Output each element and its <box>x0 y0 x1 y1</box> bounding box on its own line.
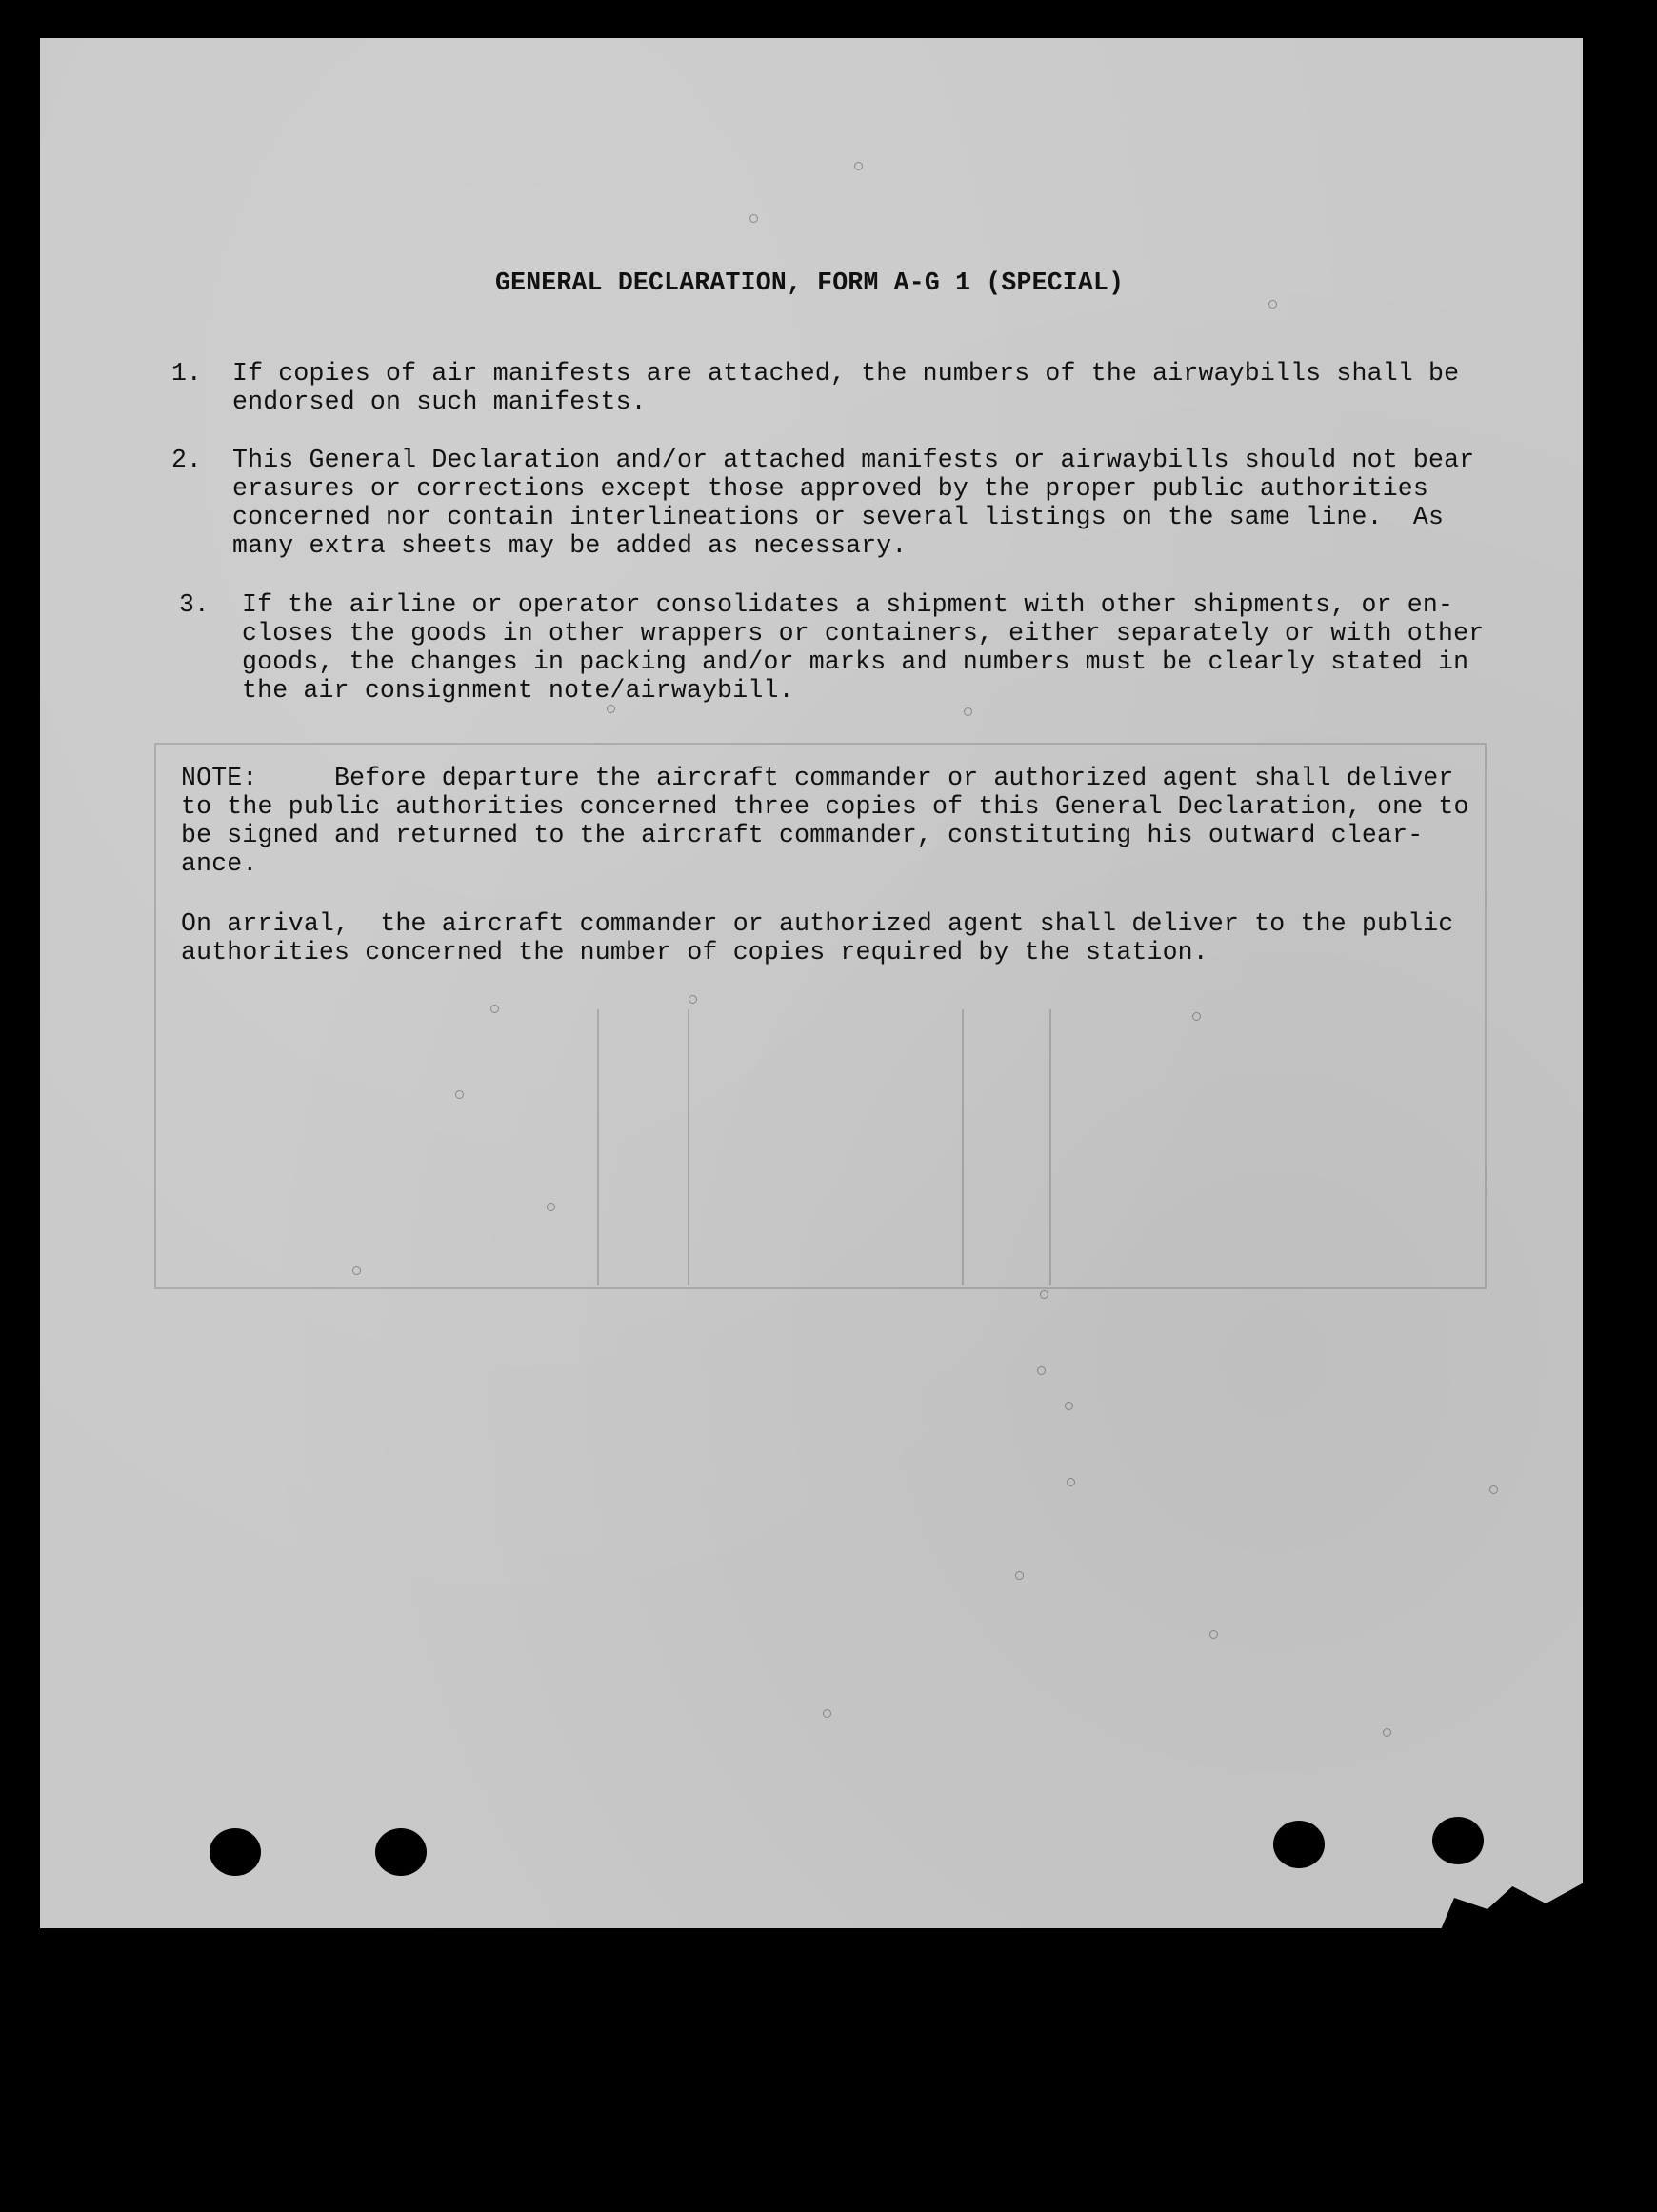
paper-speck <box>1489 1485 1498 1494</box>
hole-punch <box>210 1828 261 1876</box>
paper-speck <box>964 707 972 716</box>
torn-corner <box>1421 1881 1587 1938</box>
paper-speck <box>455 1090 464 1099</box>
arrival-line: authorities concerned the number of copies required by the station. <box>181 938 1208 967</box>
item-line: the air consignment note/airwaybill. <box>242 676 794 705</box>
hole-punch <box>375 1828 427 1876</box>
hole-punch <box>1432 1817 1484 1864</box>
note-line: NOTE: Before departure the aircraft commander or authorized agent shall deliver <box>181 764 1454 792</box>
bleed-through-line <box>688 1009 689 1285</box>
item-line: closes the goods in other wrappers or containers, either separately or with other <box>242 619 1485 648</box>
page-title: GENERAL DECLARATION, FORM A-G 1 (SPECIAL) <box>495 269 1125 297</box>
item-line: erasures or corrections except those approved by the proper public authorities <box>232 474 1429 503</box>
paper-speck <box>607 705 615 713</box>
paper-speck <box>1067 1478 1075 1486</box>
paper-speck <box>490 1005 499 1013</box>
note-line: ance. <box>181 849 258 878</box>
item-number: 3. <box>179 590 210 619</box>
paper-speck <box>1268 300 1277 309</box>
item-number: 1. <box>171 359 202 388</box>
item-line: concerned nor contain interlineations or several listings on the same line. As <box>232 503 1445 531</box>
bleed-through-line <box>1049 1009 1051 1285</box>
item-line: If the airline or operator consolidates a shipment with other shipments, or en- <box>242 590 1454 619</box>
note-line: to the public authorities concerned three copies of this General Declaration, one to <box>181 792 1469 821</box>
item-line: If copies of air manifests are attached, the numbers of the airwaybills shall be <box>232 359 1460 388</box>
bleed-through-line <box>962 1009 964 1285</box>
paper-speck <box>854 162 863 170</box>
document-page <box>40 38 1583 1928</box>
item-line: This General Declaration and/or attached manifests or airwaybills should not bear <box>232 446 1475 474</box>
paper-speck <box>1209 1630 1218 1639</box>
item-line: many extra sheets may be added as necessary. <box>232 531 908 560</box>
item-number: 2. <box>171 446 202 474</box>
bleed-through-line <box>597 1009 599 1285</box>
paper-speck <box>352 1266 361 1275</box>
paper-speck <box>1040 1290 1048 1299</box>
paper-speck <box>823 1709 831 1718</box>
paper-speck <box>1037 1366 1046 1375</box>
paper-speck <box>1015 1571 1024 1580</box>
paper-speck <box>749 214 758 223</box>
paper-speck <box>689 995 697 1004</box>
hole-punch <box>1273 1821 1325 1868</box>
paper-speck <box>547 1203 555 1211</box>
item-line: goods, the changes in packing and/or marks and numbers must be clearly stated in <box>242 648 1469 676</box>
paper-speck <box>1065 1402 1073 1410</box>
arrival-line: On arrival, the aircraft commander or authorized agent shall deliver to the public <box>181 909 1454 938</box>
paper-speck <box>1383 1728 1391 1737</box>
paper-speck <box>1192 1012 1201 1021</box>
item-line: endorsed on such manifests. <box>232 388 647 416</box>
note-line: be signed and returned to the aircraft commander, constituting his outward clear- <box>181 821 1424 849</box>
